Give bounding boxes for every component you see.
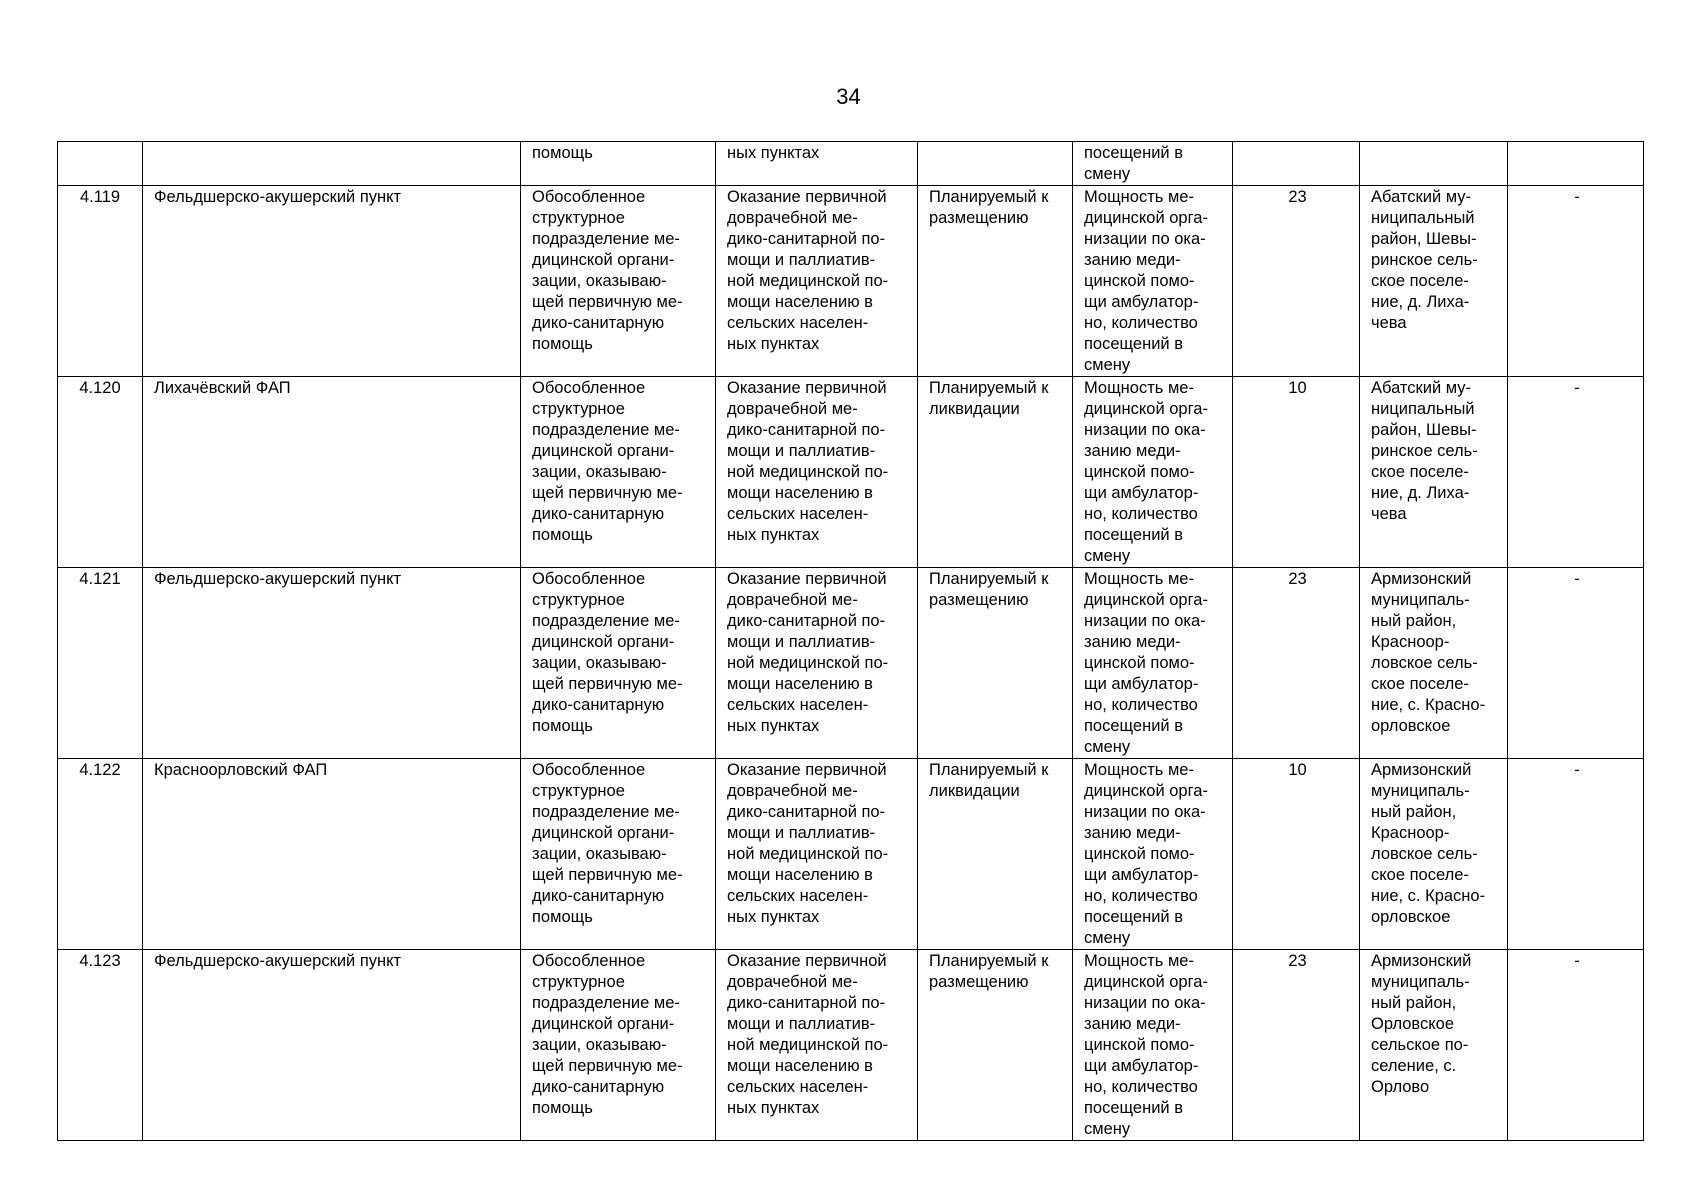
cell-characteristic-line: низации по ока- [1084,421,1206,439]
cell-location-line: ный район, [1371,612,1457,630]
cell-purpose-line: дико-санитарной по- [727,230,886,248]
cell-status-line: Планируемый к [929,379,1049,397]
cell-location-line: чева [1371,505,1407,523]
cell-characteristic-line: дицинской орга- [1084,591,1208,609]
cell-purpose-line: ных пунктах [727,144,820,162]
cell-characteristic-line: посещений в [1084,908,1183,926]
cell-status [918,950,1073,1141]
cell-status [918,377,1073,568]
cell-characteristic-line: посещений в [1084,144,1183,162]
cell-characteristic-line: посещений в [1084,1099,1183,1117]
cell-location [1360,142,1508,186]
cell-status-line: Планируемый к [929,952,1049,970]
cell-location-line: ниципальный [1371,400,1475,418]
cell-status-line: ликвидации [929,400,1020,418]
cell-characteristic-line: цинской помо- [1084,845,1195,863]
cell-zone: - [1508,186,1644,377]
cell-location-line: сельское по- [1371,1036,1469,1054]
cell-characteristic-line: низации по ока- [1084,803,1206,821]
cell-purpose [716,377,918,568]
cell-status-line: Планируемый к [929,570,1049,588]
cell-characteristic-line: но, количество [1084,314,1198,332]
cell-location-line: Абатский му- [1371,379,1472,397]
cell-purpose-line: мощи населению в [727,866,873,884]
cell-type-line: структурное [532,782,625,800]
cell-type-line: структурное [532,209,625,227]
cell-location-line: ние, д. Лиха- [1371,484,1470,502]
cell-characteristic-line: Мощность ме- [1084,570,1194,588]
cell-type-line: дико-санитарную [532,887,665,905]
cell-location-line: Абатский му- [1371,188,1472,206]
cell-zone: - [1508,568,1644,759]
cell-status [918,759,1073,950]
cell-type-line: зации, оказываю- [532,1036,667,1054]
cell-location-line: муниципаль- [1371,973,1470,991]
cell-zone: - [1508,377,1644,568]
cell-type-line: зации, оказываю- [532,845,667,863]
cell-characteristic-line: Мощность ме- [1084,952,1194,970]
cell-purpose-line: доврачебной ме- [727,209,858,227]
cell-purpose [716,142,918,186]
cell-location-line: муниципаль- [1371,782,1470,800]
cell-type-line: подразделение ме- [532,230,680,248]
cell-location-line: ние, с. Красно- [1371,696,1486,714]
cell-purpose-line: мощи и паллиатив- [727,251,876,269]
cell-location-line: Красноор- [1371,633,1450,651]
cell-type-line: щей первичную ме- [532,293,683,311]
cell-type-line: Обособленное [532,379,646,397]
cell-type-line: подразделение ме- [532,803,680,821]
cell-number: 4.122 [58,759,143,950]
cell-number: 4.119 [58,186,143,377]
cell-capacity: 10 [1233,377,1360,568]
cell-type [521,186,716,377]
cell-purpose-line: дико-санитарной по- [727,612,886,630]
table-row [58,186,1644,377]
cell-type-line: зации, оказываю- [532,272,667,290]
cell-characteristic-line: занию меди- [1084,633,1181,651]
cell-number: 4.123 [58,950,143,1141]
cell-purpose-line: Оказание первичной [727,188,887,206]
cell-characteristic-line: смену [1084,165,1131,183]
cell-characteristic-line: щи амбулатор- [1084,484,1199,502]
cell-type-line: дико-санитарную [532,1078,665,1096]
cell-location-line: Армизонский [1371,761,1472,779]
cell-location-line: селение, с. [1371,1057,1457,1075]
cell-purpose-line: мощи населению в [727,293,873,311]
cell-status [918,142,1073,186]
cell-characteristic-line: цинской помо- [1084,463,1195,481]
cell-location-line: ское поселе- [1371,272,1469,290]
cell-purpose-line: мощи населению в [727,1057,873,1075]
cell-status-line: Планируемый к [929,761,1049,779]
cell-purpose-line: мощи и паллиатив- [727,442,876,460]
cell-characteristic [1073,142,1233,186]
cell-status [918,186,1073,377]
cell-purpose-line: ных пунктах [727,1099,820,1117]
cell-type-line: Обособленное [532,570,646,588]
cell-status [918,568,1073,759]
cell-characteristic-line: занию меди- [1084,442,1181,460]
cell-type-line: помощь [532,335,593,353]
facilities-table [57,141,1644,1141]
cell-characteristic [1073,377,1233,568]
cell-location-line: муниципаль- [1371,591,1470,609]
cell-location-line: район, Шевы- [1371,230,1477,248]
cell-type-line: дико-санитарную [532,696,665,714]
cell-capacity [1233,142,1360,186]
cell-purpose-line: ных пунктах [727,717,820,735]
cell-type-line: щей первичную ме- [532,484,683,502]
cell-type-line: помощь [532,717,593,735]
cell-location-line: ское поселе- [1371,675,1469,693]
table-row [58,759,1644,950]
cell-purpose-line: Оказание первичной [727,379,887,397]
cell-type-line: помощь [532,1099,593,1117]
cell-number [58,142,143,186]
cell-location-line: ловское сель- [1371,654,1478,672]
cell-purpose-line: ной медицинской по- [727,463,889,481]
cell-name: Фельдшерско-акушерский пункт [143,568,521,759]
cell-zone: - [1508,759,1644,950]
cell-location [1360,759,1508,950]
cell-characteristic-line: смену [1084,929,1131,947]
cell-characteristic-line: щи амбулатор- [1084,675,1199,693]
cell-type-line: подразделение ме- [532,994,680,1012]
cell-location [1360,377,1508,568]
cell-purpose-line: Оказание первичной [727,570,887,588]
cell-purpose-line: сельских населен- [727,505,869,523]
cell-type-line: зации, оказываю- [532,463,667,481]
cell-status-line: размещению [929,973,1029,991]
cell-characteristic-line: низации по ока- [1084,994,1206,1012]
cell-purpose-line: доврачебной ме- [727,973,858,991]
cell-location [1360,186,1508,377]
cell-purpose-line: сельских населен- [727,696,869,714]
cell-purpose-line: мощи и паллиатив- [727,824,876,842]
cell-type-line: Обособленное [532,761,646,779]
cell-type [521,759,716,950]
table-body [58,142,1644,1141]
cell-purpose-line: ных пунктах [727,335,820,353]
cell-location-line: ское поселе- [1371,866,1469,884]
cell-purpose [716,759,918,950]
cell-purpose-line: доврачебной ме- [727,782,858,800]
cell-type-line: щей первичную ме- [532,866,683,884]
cell-characteristic-line: низации по ока- [1084,612,1206,630]
cell-characteristic-line: но, количество [1084,505,1198,523]
cell-purpose-line: ных пунктах [727,526,820,544]
cell-type-line: структурное [532,591,625,609]
cell-purpose [716,950,918,1141]
cell-purpose-line: сельских населен- [727,887,869,905]
cell-type-line: дико-санитарную [532,314,665,332]
cell-characteristic-line: посещений в [1084,526,1183,544]
cell-location [1360,950,1508,1141]
cell-location-line: Красноор- [1371,824,1450,842]
cell-purpose-line: сельских населен- [727,1078,869,1096]
cell-characteristic-line: дицинской орга- [1084,400,1208,418]
cell-type-line: подразделение ме- [532,421,680,439]
cell-purpose-line: мощи населению в [727,484,873,502]
cell-type-line: помощь [532,526,593,544]
cell-characteristic-line: но, количество [1084,1078,1198,1096]
page-number: 34 [836,84,861,109]
cell-location-line: ское поселе- [1371,463,1469,481]
cell-characteristic-line: смену [1084,547,1131,565]
cell-location-line: ловское сель- [1371,845,1478,863]
table-row [58,950,1644,1141]
cell-type-line: Обособленное [532,188,646,206]
cell-characteristic-line: занию меди- [1084,824,1181,842]
cell-type-line: дицинской органи- [532,824,675,842]
cell-characteristic-line: цинской помо- [1084,272,1195,290]
cell-name: Фельдшерско-акушерский пункт [143,186,521,377]
table-row-continuation [58,142,1644,186]
cell-characteristic-line: занию меди- [1084,251,1181,269]
cell-location-line: чева [1371,314,1407,332]
cell-location-line: район, Шевы- [1371,421,1477,439]
cell-type [521,950,716,1141]
cell-purpose-line: Оказание первичной [727,761,887,779]
cell-characteristic-line: дицинской орга- [1084,209,1208,227]
cell-characteristic-line: но, количество [1084,696,1198,714]
table-row [58,377,1644,568]
cell-location-line: ниципальный [1371,209,1475,227]
cell-purpose-line: ной медицинской по- [727,1036,889,1054]
cell-location-line: орловское [1371,908,1451,926]
cell-purpose-line: сельских населен- [727,314,869,332]
cell-type-line: дицинской органи- [532,251,675,269]
cell-characteristic-line: цинской помо- [1084,654,1195,672]
cell-number: 4.121 [58,568,143,759]
cell-characteristic-line: смену [1084,1120,1131,1138]
cell-characteristic-line: Мощность ме- [1084,761,1194,779]
cell-purpose-line: мощи и паллиатив- [727,1015,876,1033]
cell-location-line: ный район, [1371,803,1457,821]
cell-purpose-line: ной медицинской по- [727,272,889,290]
cell-characteristic-line: смену [1084,356,1131,374]
cell-characteristic-line: посещений в [1084,335,1183,353]
cell-characteristic [1073,568,1233,759]
cell-type-line: подразделение ме- [532,612,680,630]
cell-type-line: щей первичную ме- [532,675,683,693]
cell-type-line: структурное [532,400,625,418]
cell-characteristic-line: дицинской орга- [1084,782,1208,800]
cell-type-line: помощь [532,144,593,162]
cell-status-line: Планируемый к [929,188,1049,206]
cell-number: 4.120 [58,377,143,568]
cell-location-line: Орлово [1371,1078,1430,1096]
cell-type-line: структурное [532,973,625,991]
cell-characteristic-line: щи амбулатор- [1084,1057,1199,1075]
cell-characteristic-line: смену [1084,738,1131,756]
cell-purpose-line: доврачебной ме- [727,400,858,418]
cell-type [521,377,716,568]
cell-characteristic [1073,186,1233,377]
cell-zone: - [1508,950,1644,1141]
cell-status-line: размещению [929,591,1029,609]
cell-type [521,568,716,759]
cell-purpose-line: ной медицинской по- [727,654,889,672]
cell-status-line: размещению [929,209,1029,227]
cell-name [143,142,521,186]
cell-purpose-line: ной медицинской по- [727,845,889,863]
cell-characteristic-line: щи амбулатор- [1084,293,1199,311]
table-row [58,568,1644,759]
cell-characteristic-line: Мощность ме- [1084,379,1194,397]
cell-characteristic-line: но, количество [1084,887,1198,905]
cell-purpose-line: дико-санитарной по- [727,994,886,1012]
cell-purpose [716,186,918,377]
cell-capacity: 23 [1233,950,1360,1141]
cell-characteristic-line: дицинской орга- [1084,973,1208,991]
cell-location [1360,568,1508,759]
cell-status-line: ликвидации [929,782,1020,800]
cell-type-line: дицинской органи- [532,442,675,460]
cell-location-line: Армизонский [1371,952,1472,970]
cell-purpose-line: мощи населению в [727,675,873,693]
cell-location-line: ние, с. Красно- [1371,887,1486,905]
cell-location-line: ние, д. Лиха- [1371,293,1470,311]
cell-characteristic-line: Мощность ме- [1084,188,1194,206]
cell-characteristic-line: щи амбулатор- [1084,866,1199,884]
cell-type-line: зации, оказываю- [532,654,667,672]
cell-purpose-line: доврачебной ме- [727,591,858,609]
cell-name: Лихачёвский ФАП [143,377,521,568]
cell-characteristic-line: посещений в [1084,717,1183,735]
cell-location-line: ринское сель- [1371,442,1478,460]
cell-purpose [716,568,918,759]
cell-location-line: Армизонский [1371,570,1472,588]
cell-purpose-line: ных пунктах [727,908,820,926]
cell-characteristic-line: цинской помо- [1084,1036,1195,1054]
cell-location-line: орловское [1371,717,1451,735]
cell-type-line: Обособленное [532,952,646,970]
cell-location-line: ринское сель- [1371,251,1478,269]
cell-purpose-line: дико-санитарной по- [727,803,886,821]
cell-characteristic-line: низации по ока- [1084,230,1206,248]
cell-type-line: дицинской органи- [532,1015,675,1033]
cell-capacity: 23 [1233,568,1360,759]
cell-name: Фельдшерско-акушерский пункт [143,950,521,1141]
cell-purpose-line: дико-санитарной по- [727,421,886,439]
cell-characteristic [1073,950,1233,1141]
cell-characteristic-line: занию меди- [1084,1015,1181,1033]
cell-type-line: щей первичную ме- [532,1057,683,1075]
cell-location-line: ный район, [1371,994,1457,1012]
cell-purpose-line: мощи и паллиатив- [727,633,876,651]
cell-type-line: дико-санитарную [532,505,665,523]
cell-type [521,142,716,186]
cell-name: Красноорловский ФАП [143,759,521,950]
cell-zone [1508,142,1644,186]
cell-characteristic [1073,759,1233,950]
cell-type-line: дицинской органи- [532,633,675,651]
cell-type-line: помощь [532,908,593,926]
cell-capacity: 10 [1233,759,1360,950]
cell-location-line: Орловское [1371,1015,1455,1033]
cell-capacity: 23 [1233,186,1360,377]
cell-purpose-line: Оказание первичной [727,952,887,970]
